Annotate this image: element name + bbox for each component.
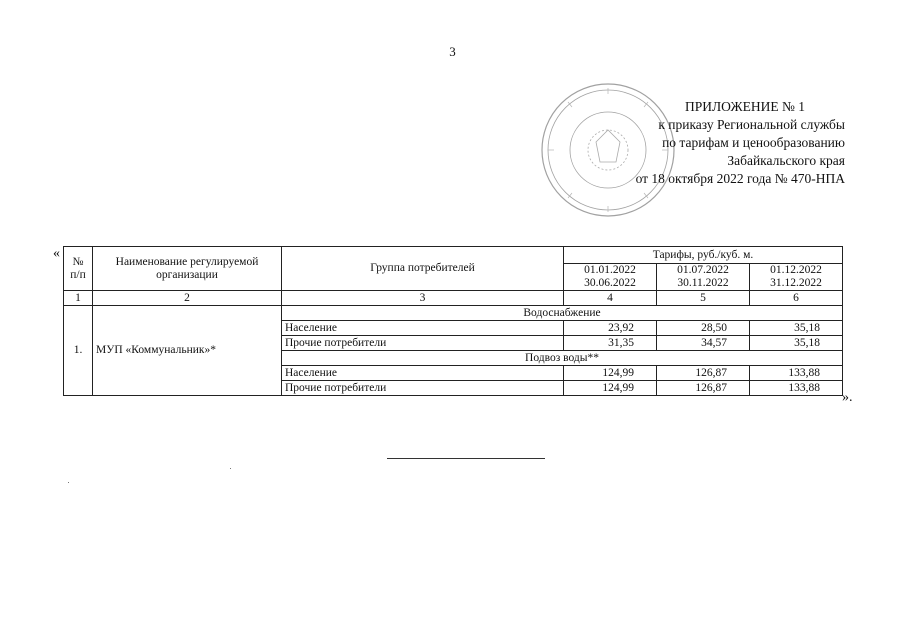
scan-speck <box>230 468 231 469</box>
header-org: Наименование регулируемой организации <box>93 247 282 291</box>
tariff-value: 126,87 <box>657 381 750 396</box>
section-title: Подвоз воды** <box>282 351 843 366</box>
col-number: 4 <box>564 291 657 306</box>
tariff-value: 35,18 <box>750 321 843 336</box>
tariff-value: 28,50 <box>657 321 750 336</box>
appendix-line-2: по тарифам и ценообразованию <box>662 135 845 150</box>
consumer-group: Прочие потребители <box>282 381 564 396</box>
appendix-line-3: Забайкальского края <box>727 153 845 168</box>
section-title: Водоснабжение <box>282 306 843 321</box>
consumer-group: Прочие потребители <box>282 336 564 351</box>
tariff-value: 133,88 <box>750 366 843 381</box>
period-1-from: 01.01.2022 <box>584 264 636 276</box>
tariff-value: 126,87 <box>657 366 750 381</box>
tariff-value: 35,18 <box>750 336 843 351</box>
closing-divider <box>387 458 545 459</box>
opening-quote: « <box>53 246 60 261</box>
appendix-line-4: от 18 октября 2022 года № 470-НПА <box>635 171 845 186</box>
tariff-table <box>63 246 843 396</box>
header-num: № п/п <box>64 247 93 291</box>
page-number: 3 <box>449 44 456 59</box>
col-number: 6 <box>750 291 843 306</box>
period-3-from: 01.12.2022 <box>770 264 822 276</box>
consumer-group: Население <box>282 321 564 336</box>
col-number: 3 <box>282 291 564 306</box>
appendix-header <box>545 98 845 188</box>
tariff-value: 34,57 <box>657 336 750 351</box>
header-period-3 <box>750 264 843 291</box>
tariff-value: 124,99 <box>564 381 657 396</box>
header-period-2 <box>657 264 750 291</box>
period-2-from: 01.07.2022 <box>677 264 729 276</box>
period-3-to: 31.12.2022 <box>770 277 822 289</box>
column-number-row <box>64 291 843 306</box>
organization-name: МУП «Коммунальник»* <box>93 306 282 396</box>
tariff-value: 31,35 <box>564 336 657 351</box>
col-number: 1 <box>64 291 93 306</box>
tariff-value: 124,99 <box>564 366 657 381</box>
appendix-title: ПРИЛОЖЕНИЕ № 1 <box>684 99 805 114</box>
scan-speck <box>68 482 69 483</box>
period-1-to: 30.06.2022 <box>584 277 636 289</box>
header-period-1 <box>564 264 657 291</box>
col-number: 2 <box>93 291 282 306</box>
tariff-value: 133,88 <box>750 381 843 396</box>
row-number: 1. <box>64 306 93 396</box>
col-number: 5 <box>657 291 750 306</box>
appendix-line-1: к приказу Региональной службы <box>658 117 845 132</box>
header-tariffs: Тарифы, руб./куб. м. <box>564 247 843 264</box>
consumer-group: Население <box>282 366 564 381</box>
header-group: Группа потребителей <box>282 247 564 291</box>
tariff-value: 23,92 <box>564 321 657 336</box>
period-2-to: 30.11.2022 <box>677 277 729 289</box>
closing-quote: ». <box>842 390 853 405</box>
